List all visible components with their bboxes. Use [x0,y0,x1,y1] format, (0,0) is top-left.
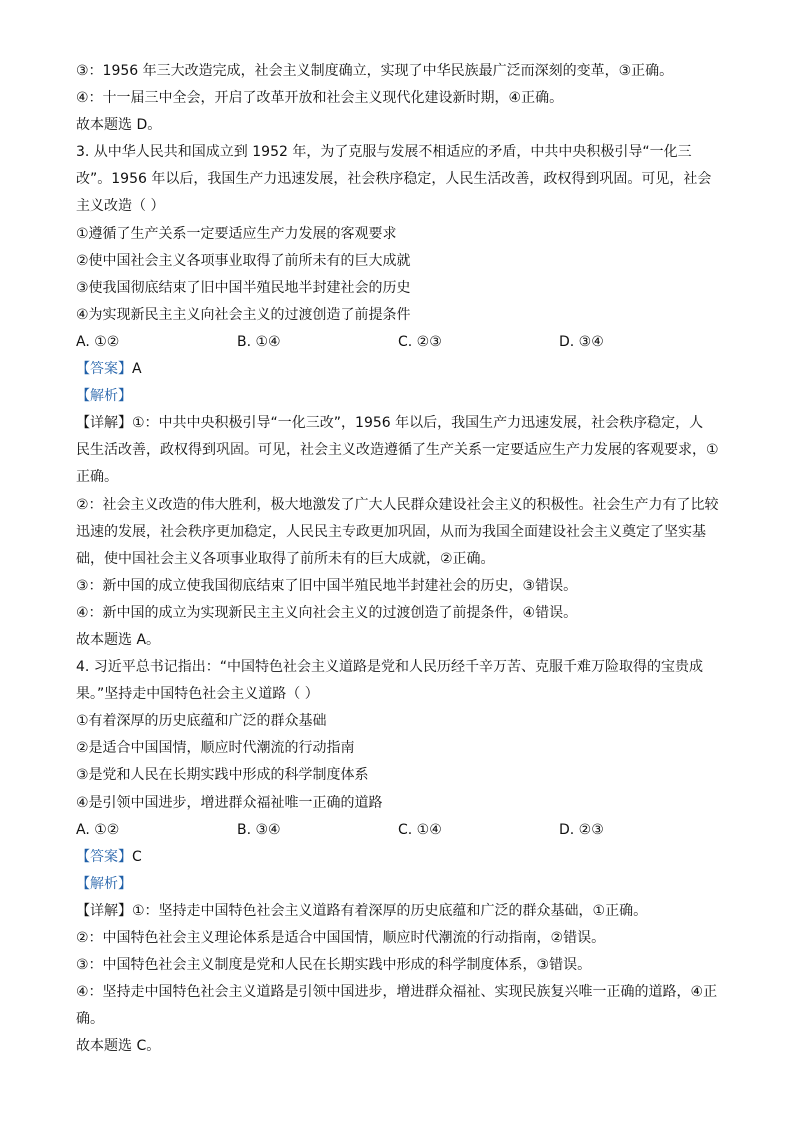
question-4-stem: 果。”坚持走中国特色社会主义道路（ ） [76,686,319,703]
question-3-detail: 础，使中国社会主义各项事业取得了前所未有的巨大成就，②正确。 [76,550,495,567]
question-4-detail: ④：坚持走中国特色社会主义道路是引领中国进步，增进群众福祉、实现民族复兴唯一正确的道路，④正 [76,984,718,1001]
question-3-answer [76,356,726,383]
question-4-statement: ③是党和人民在长期实践中形成的科学制度体系 [76,767,369,784]
detail-tag: 【详解】 [76,415,132,432]
question-3-statement: ①遵循了生产关系一定要适应生产力发展的客观要求 [76,225,397,242]
detail-text: ①：中共中央积极引导“一化三改”，1956 年以后，我国生产力迅速发展，社会秩序稳定，人 [132,415,704,432]
question-3-stem: 主义改造（ ） [76,198,165,215]
question-4-detail: 确。 [76,1011,104,1028]
question-3-stem: 改”。1956 年以后，我国生产力迅速发展，社会秩序稳定，人民生活改善，政权得到巩固。可见，社会 [76,171,712,188]
analysis-tag: 【解析】 [76,875,132,892]
question-3-statement: ④为实现新民主主义向社会主义的过渡创造了前提条件 [76,306,411,323]
option-b: B. ③④ [237,821,281,838]
answer-tag: 【答案】 [76,848,132,865]
question-3-detail: 迅速的发展，社会秩序更加稳定，人民民主专政更加巩固，从而为我国全面建设社会主义奠定了坚实基 [76,523,706,540]
question-4-detail: ③：中国特色社会主义制度是党和人民在长期实践中形成的科学制度体系，③错误。 [76,957,592,974]
question-3-statement: ②使中国社会主义各项事业取得了前所未有的巨大成就 [76,252,411,269]
question-4-statement: ①有着深厚的历史底蕴和广泛的群众基础 [76,713,327,730]
option-a: A. ①② [76,333,120,350]
question-3-detail [76,410,726,437]
question-3-stem: 3. 从中华人民共和国成立到 1952 年，为了克服与发展不相适应的矛盾，中共中央积极引导“一化三 [76,144,692,161]
option-a: A. ①② [76,821,120,838]
question-4-answer [76,844,726,871]
question-3-detail: ④：新中国的成立为实现新民主主义向社会主义的过渡创造了前提条件，④错误。 [76,604,578,621]
question-4-statement: ②是适合中国国情，顺应时代潮流的行动指南 [76,740,355,757]
question-3-statement: ③使我国彻底结束了旧中国半殖民地半封建社会的历史 [76,279,411,296]
text-line: ④：十一届三中全会，开启了改革开放和社会主义现代化建设新时期，④正确。 [76,90,564,107]
answer-tag: 【答案】 [76,361,132,378]
question-3-detail: 民生活改善，政权得到巩固。可见，社会主义改造遵循了生产关系一定要适应生产力发展的客观要求，① [76,442,719,459]
option-d: D. ③④ [559,333,604,350]
question-3-conclusion: 故本题选 A。 [76,631,161,648]
option-c: C. ②③ [398,333,442,350]
option-c: C. ①④ [398,821,442,838]
option-b: B. ①④ [237,333,281,350]
question-4-stem: 4. 习近平总书记指出：“中国特色社会主义道路是党和人民历经千辛万苦、克服千难万险取得的宝贵成 [76,659,704,676]
question-4-conclusion: 故本题选 C。 [76,1038,161,1055]
question-4-detail [76,898,726,925]
text-line: ③：1956 年三大改造完成，社会主义制度确立，实现了中华民族最广泛而深刻的变革，③正确。 [76,63,674,79]
text-line: 故本题选 D。 [76,117,162,134]
question-4-options [76,817,726,844]
detail-text: ①：坚持走中国特色社会主义道路有着深厚的历史底蕴和广泛的群众基础，①正确。 [132,902,648,919]
document-page [76,58,726,1060]
answer-value: A [132,361,142,378]
question-4-statement: ④是引领中国进步，增进群众福祉唯一正确的道路 [76,794,383,811]
question-3-options [76,329,726,356]
detail-tag: 【详解】 [76,902,132,919]
question-3-detail: ③：新中国的成立使我国彻底结束了旧中国半殖民地半封建社会的历史，③错误。 [76,577,578,594]
question-4-detail: ②：中国特色社会主义理论体系是适合中国国情，顺应时代潮流的行动指南，②错误。 [76,930,606,946]
answer-value: C [132,848,142,865]
option-d: D. ②③ [559,821,604,838]
question-3-detail: ②：社会主义改造的伟大胜利，极大地激发了广大人民群众建设社会主义的积极性。社会生产力有了比较 [76,496,719,513]
analysis-tag: 【解析】 [76,388,132,405]
question-3-detail: 正确。 [76,469,118,486]
